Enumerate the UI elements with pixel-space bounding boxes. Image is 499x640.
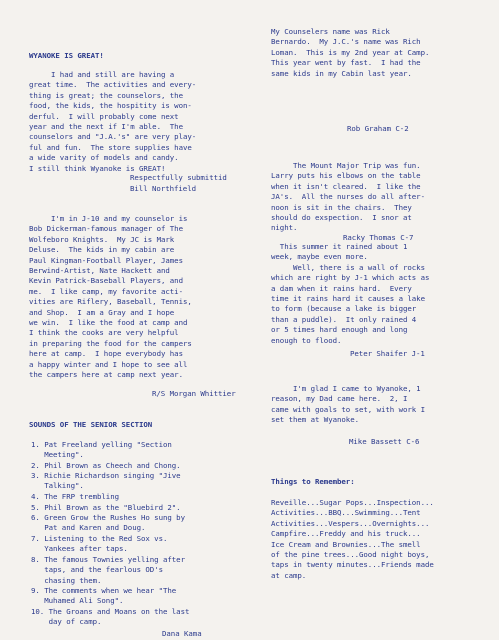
letter-whittier-body: I'm in J-10 and my counselor is Bob Dickerman-famous manager of The Wolfeboro Knights. My JC is Mark Deluse. The kids in my cabin are Paul Kingman-Football Player, James Berwind-Artist, Nate Hackett and Kevin Patrick-Baseball Players, and me. I like camp, my favorite acti- vities are Riflery, Baseball, Tennis, and Shop. I am a Gray and I hope we win. I like the food at camp and I think the cooks are very helpful in preparing the food for the campers here at camp. I hope everybody has a happy winter and I hope to see all the campers here at camp next year. bbox=[29, 214, 192, 380]
sounds-item-7: 7. Listening to the Red Sox vs. Yankees after taps. bbox=[31, 534, 168, 554]
letter-northfield-author: Bill Northfield bbox=[130, 184, 196, 193]
entry-thomas-body: The Mount Major Trip was fun. Larry puts his elbows on the table when it isn't cleared. I like the JA's. All the nurses do all after- noon is sit in the chairs. They should do exspection. I snor at night. bbox=[271, 161, 425, 233]
page-title: WYANOKE IS GREAT! bbox=[29, 51, 104, 60]
entry-thomas-author: Racky Thomas C-7 bbox=[343, 233, 414, 242]
letter-northfield-body: I had and still are having a great time. The activities and every- thing is great; the counselors, the food, the kids, the hospitity is won- derful. I will probably come next year and the next if I'm able. The counselors and "J.A.'s" are very play- ful and fun. The store supplies have a wide varity of models and candy. I still think Wyanoke is GREAT! bbox=[29, 70, 197, 173]
remember-heading: Things to Remember: bbox=[271, 477, 355, 486]
sounds-heading: SOUNDS OF THE SENIOR SECTION bbox=[29, 420, 153, 429]
sounds-item-4: 4. The FRP trembling bbox=[31, 492, 119, 501]
letter-whittier-author: R/S Morgan Whittier bbox=[152, 389, 236, 398]
sounds-item-8: 8. The famous Townies yelling after taps, and the fearlous OD's chasing them. bbox=[31, 555, 185, 585]
sounds-item-10: 10. The Groans and Moans on the last day of camp. bbox=[31, 607, 190, 627]
sounds-item-9: 9. The comments when we hear "The Muhamed Ali Song". bbox=[31, 586, 177, 606]
sounds-author: Dana Kama bbox=[162, 629, 202, 638]
entry-graham-author: Rob Graham C-2 bbox=[347, 124, 409, 133]
entry-shaifer-author: Peter Shaifer J-1 bbox=[350, 349, 425, 358]
entry-shaifer-body: This summer it rained about 1 week, maybe even more. Well, there is a wall of rocks which are right by J-1 which acts as a dam when it rains hard. Every time it rains hard it causes a lake to form (because a lake is bigger than a puddle). It only rained 4 or 5 times hard enough and long enough to flood. bbox=[271, 242, 430, 345]
sounds-item-2: 2. Phil Brown as Cheech and Chong. bbox=[31, 461, 181, 470]
entry-bassett-body: I'm glad I came to Wyanoke, 1 reason, my Dad came here. 2, I came with goals to set, with work I set them at Wyanoke. bbox=[271, 384, 425, 425]
sounds-item-5: 5. Phil Brown as the "Bluebird 2". bbox=[31, 503, 181, 512]
entry-graham-body: My Counselers name was Rick Bernardo. My J.C.'s name was Rich Loman. This is my 2nd year at Camp. This year went by fast. I had the same kids in my Cabin last year. bbox=[271, 27, 430, 78]
sounds-item-1: 1. Pat Freeland yelling "Section Meeting". bbox=[31, 440, 172, 460]
sounds-item-3: 3. Richie Richardson singing "Jive Talking". bbox=[31, 471, 181, 491]
sounds-item-6: 6. Green Grow the Rushes Ho sung by Pat and Karen and Doug. bbox=[31, 513, 185, 533]
remember-body: Reveille...Sugar Pops...Inspection... Activities...BBQ...Swimming...Tent Activities...Vespers...Overnights... Campfire...Freddy and his truck... Ice Cream and Brownies...The smell of the pine trees...Good night boys, taps in twenty minutes...Friends made at camp. bbox=[271, 498, 434, 580]
entry-bassett-author: Mike Bassett C-6 bbox=[349, 437, 420, 446]
letter-northfield-signoff: Respectfully submittid bbox=[130, 173, 227, 182]
